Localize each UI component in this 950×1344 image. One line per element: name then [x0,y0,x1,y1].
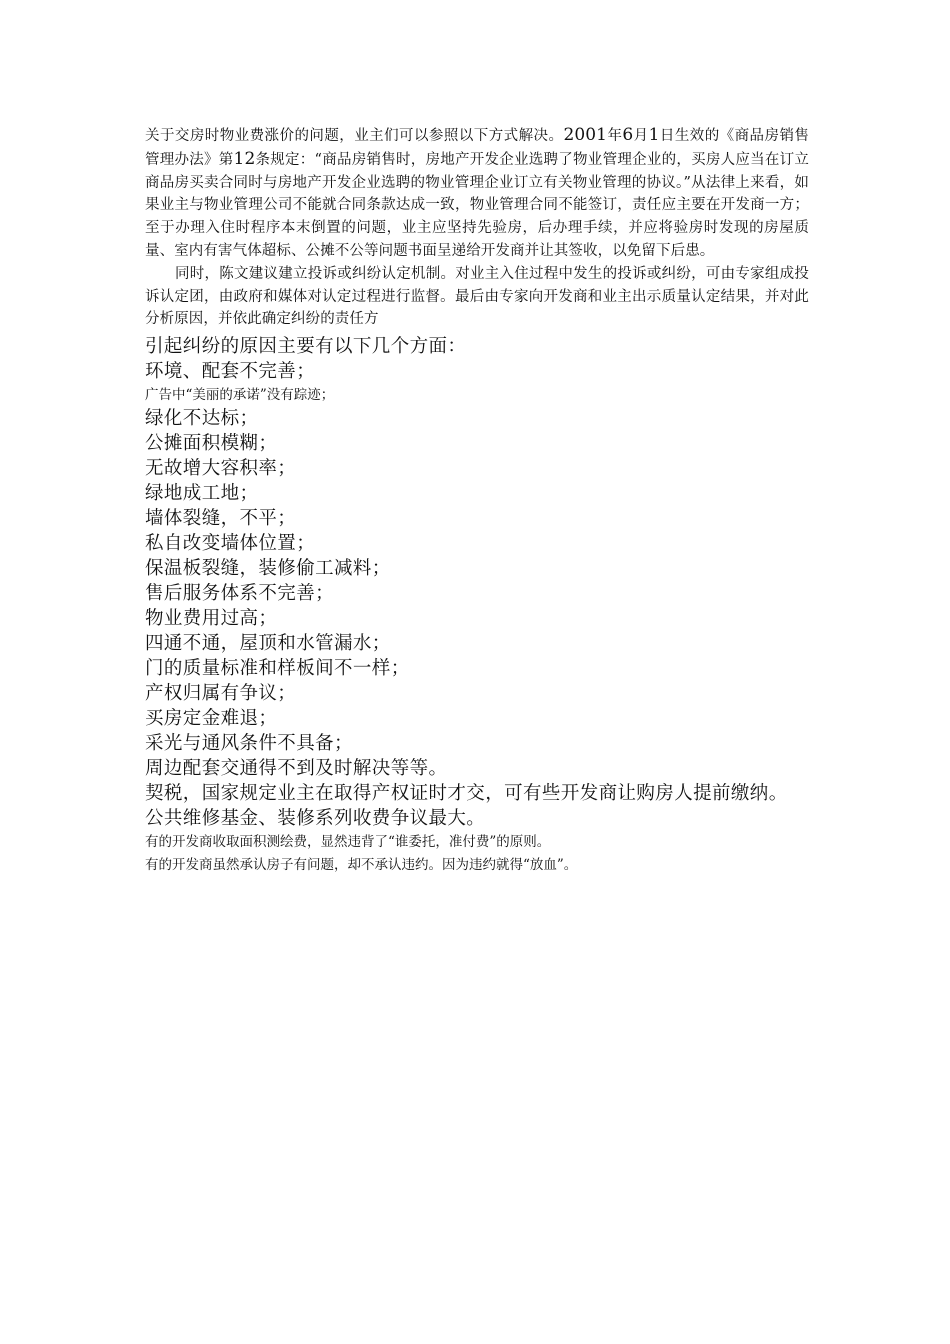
month-number: 6 [622,125,634,145]
list-item: 产权归属有争议； [145,683,297,705]
list-item: 墙体裂缝，不平； [145,508,297,530]
list-item: 周边配套交通得不到及时解决等等。 [145,758,448,780]
year-unit: 年 [607,128,623,144]
list-item: 环境、配套不完善； [145,361,316,383]
list-item: 保温板裂缝，装修偷工减料； [145,558,391,580]
list-item: 绿地成工地； [145,483,259,505]
day-number: 1 [648,125,660,145]
paragraph-1-text-c: 条规定：“商品房销售时，房地产开发企业选聘了物业管理企业的，买房人应当在订立商品房买卖合同时与房地产开发企业选聘的物业管理企业订立有关物业管理的协议。”从法律上来看，如果业主与物业管理公司不能就合同条款达成一致，物业管理合同不能签订，责任应主要在开发商一方；至于办理入住时程序本末倒置的问题，业主应坚持先验房，后办理手续，并应将验房时发现的房屋质量、室内有害气体超标、公摊不公等问题书面呈递给开发商并让其签收，以免留下后患。 [145,151,809,259]
paragraph-1-text-b: 日生效的《商品房销售管理办法》第 [145,128,809,168]
list-item: 私自改变墙体位置； [145,533,316,555]
month-unit: 月 [633,128,649,144]
list-item: 绿化不达标； [145,408,259,430]
document-page [145,124,809,877]
list-item: 四通不通，屋顶和水管漏水； [145,633,391,655]
year-number: 2001 [563,125,608,145]
list-item: 售后服务体系不完善； [145,583,335,605]
article-number: 12 [233,148,256,169]
paragraph-2: 同时，陈文建议建立投诉或纠纷认定机制。对业主入住过程中发生的投诉或纠纷，可由专家组成投诉认定团，由政府和媒体对认定过程进行监督。最后由专家向开发商和业主出示质量认定结果，并对此分析原因，并依此确定纠纷的责任方 [145,265,809,328]
paragraph-1-text-a: 关于交房时物业费涨价的问题，业主们可以参照以下方式解决。 [145,128,564,144]
list-heading: 引起纠纷的原因主要有以下几个方面： [145,336,467,358]
list-item: 有的开发商虽然承认房子有问题，却不承认违约。因为违约就得“放血”。 [145,857,578,874]
list-item: 买房定金难退； [145,708,278,730]
list-item: 广告中“美丽的承诺”没有踪迹； [145,387,335,404]
list-item: 契税，国家规定业主在取得产权证时才交，可有些开发商让购房人提前缴纳。 [145,783,788,805]
paragraph-1 [145,124,809,263]
dispute-causes-list [145,334,809,877]
list-item: 有的开发商收取面积测绘费，显然违背了“谁委托，准付费”的原则。 [145,834,551,851]
list-item: 公摊面积模糊； [145,433,278,455]
list-item: 公共维修基金、装修系列收费争议最大。 [145,808,486,830]
list-item: 无故增大容积率； [145,458,297,480]
list-item: 采光与通风条件不具备； [145,733,353,755]
list-item: 门的质量标准和样板间不一样； [145,658,410,680]
list-item: 物业费用过高； [145,608,278,630]
